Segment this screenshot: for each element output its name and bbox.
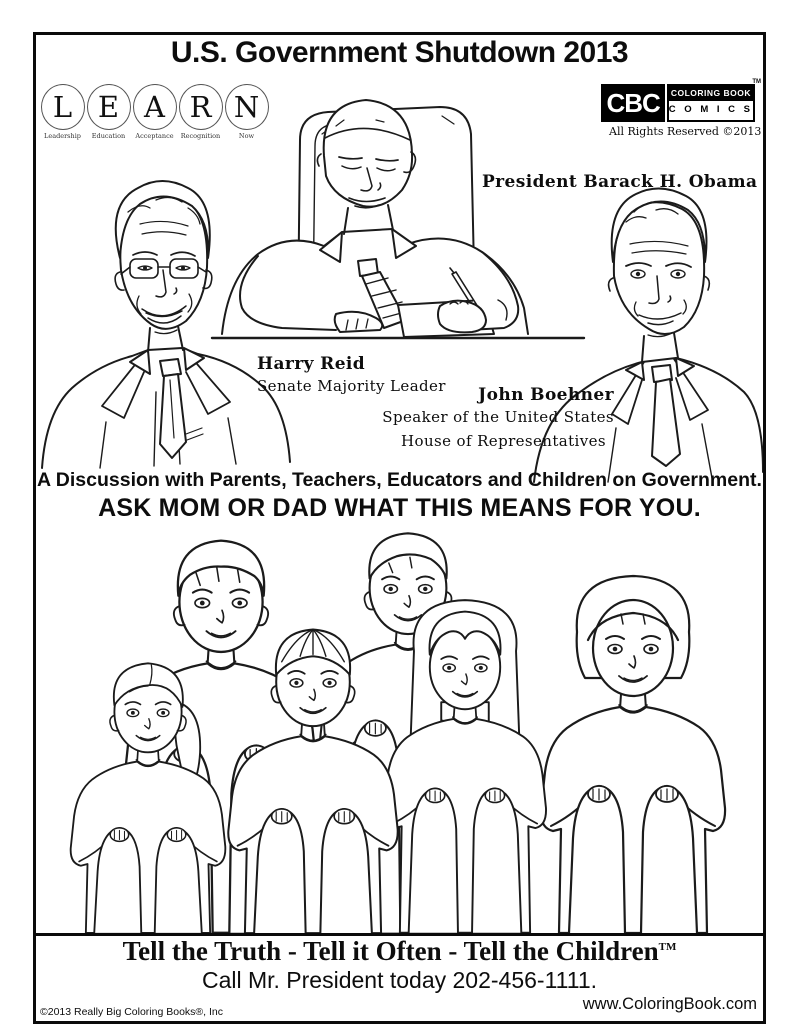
label-obama: President Barack H. Obama: [482, 172, 758, 192]
discussion-line-2: ASK MOM OR DAD WHAT THIS MEANS FOR YOU.: [98, 494, 701, 522]
children-drawing: [36, 530, 763, 933]
discussion-line-1: A Discussion with Parents, Teachers, Educators and Children on Government.: [37, 469, 762, 491]
boehner-title-1: Speaker of the United States: [382, 408, 614, 426]
copyright-text: ©2013 Really Big Coloring Books®, Inc: [40, 1006, 223, 1018]
trademark-symbol: TM: [658, 941, 677, 953]
learn-letter-e: E Education: [86, 84, 131, 140]
cbc-abbr: CBC: [601, 84, 664, 122]
coloring-page: [33, 32, 766, 1024]
reid-name: Harry Reid: [257, 354, 366, 374]
learn-letter-l: L Leadership: [40, 84, 85, 140]
cbc-coloring-book-bar: COLORING BOOK: [669, 86, 753, 101]
circle-letter-icon: R: [179, 84, 223, 130]
page-title: U.S. Government Shutdown 2013: [170, 36, 629, 69]
learn-letter-a: A Acceptance: [132, 84, 177, 140]
boehner-title-2: House of Representatives: [401, 432, 606, 450]
circle-letter-icon: N: [225, 84, 269, 130]
circle-letter-icon: A: [133, 84, 177, 130]
footer-call-line: Call Mr. President today 202-456-1111.: [201, 967, 598, 993]
circle-letter-icon: L: [41, 84, 85, 130]
obama-figure: [212, 100, 584, 338]
label-boehner: [382, 385, 614, 453]
learn-letter-n: N Now: [224, 84, 269, 140]
circle-letter-icon: E: [87, 84, 131, 130]
rights-reserved-text: All Rights Reserved ©2013: [609, 125, 762, 138]
child-figure-right: [541, 576, 725, 933]
learn-letter-r: R Recognition: [178, 84, 223, 140]
footer-slogan: Tell the Truth - Tell it Often - Tell the Children™: [122, 936, 677, 966]
boehner-name: John Boehner: [478, 385, 614, 405]
cbc-comics-bar: C O M I C S: [668, 104, 753, 115]
trademark-symbol: TM: [752, 79, 761, 85]
website-url: www.ColoringBook.com: [582, 995, 757, 1013]
reid-title: Senate Majority Leader: [257, 377, 446, 395]
